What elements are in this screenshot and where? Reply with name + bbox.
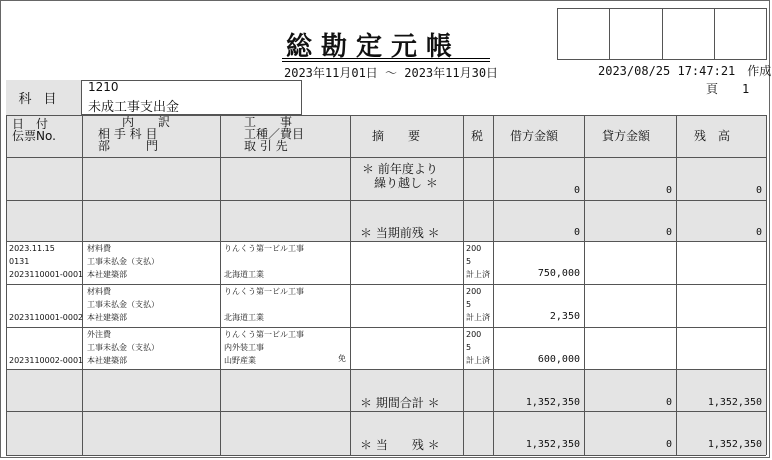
entry-exempt-mark: 免	[338, 354, 346, 363]
balance-amount: 0	[755, 185, 762, 196]
header-balance: 残 高	[694, 129, 731, 143]
page-number: 頁 1	[706, 82, 750, 96]
entry-account: 外注費 工事未払金（支払） 本社建築部	[87, 330, 159, 365]
table-rule	[6, 115, 7, 455]
entry-account: 材料費 工事未払金（支払） 本社建築部	[87, 287, 159, 322]
debit-amount: 1,352,350	[525, 397, 580, 408]
debit-amount: 1,352,350	[525, 439, 580, 450]
entry-account: 材料費 工事未払金（支払） 本社建築部	[87, 244, 159, 279]
entry-project: りんくう第一ビル工事 北海道工業	[224, 287, 304, 322]
debit-amount: 750,000	[537, 268, 580, 279]
carry-forward-label: ＊ 前年度より 繰り越し ＊	[362, 162, 438, 190]
header-project: 工 事 工種／費目 取 引 先	[244, 115, 305, 153]
title-underline	[282, 61, 490, 62]
entry-tax: 200 5 計上済	[466, 287, 490, 322]
entry-project: りんくう第一ビル工事 内外装工事 山野産業	[224, 330, 304, 365]
header-credit: 貸方金額	[602, 129, 651, 143]
balance-amount: 1,352,350	[707, 439, 762, 450]
credit-amount: 0	[665, 185, 672, 196]
stamp-box	[610, 9, 662, 59]
debit-amount: 2,350	[549, 311, 580, 322]
table-rule	[6, 157, 766, 158]
entry-date-voucher: 2023110002-0001	[9, 356, 84, 365]
table-rule	[6, 455, 766, 456]
ledger-title: 総勘定元帳	[286, 32, 462, 62]
table-rule	[220, 115, 221, 455]
entry-tax: 200 5 計上済	[466, 244, 490, 279]
stamp-box	[558, 9, 610, 59]
period-range: 2023年11月01日 ～ 2023年11月30日	[284, 66, 499, 80]
entry-tax: 200 5 計上済	[466, 330, 490, 365]
period-total-label: ＊ 期間合計 ＊	[360, 396, 440, 410]
debit-amount: 0	[573, 185, 580, 196]
balance-amount: 1,352,350	[707, 397, 762, 408]
approval-stamp-boxes	[557, 8, 767, 60]
account-code: 1210	[88, 80, 119, 94]
header-summary: 摘 要	[372, 129, 421, 143]
current-balance-label: ＊ 当 残 ＊	[360, 438, 440, 452]
debit-amount: 0	[573, 227, 580, 238]
entry-date-voucher: 2023110001-0002	[9, 313, 84, 322]
credit-amount: 0	[665, 397, 672, 408]
stamp-box	[663, 9, 715, 59]
title-underline	[282, 58, 490, 59]
table-rule	[6, 411, 766, 412]
header-tax: 税	[471, 129, 484, 143]
stamp-box	[715, 9, 766, 59]
table-rule	[350, 115, 351, 455]
table-rule	[6, 369, 766, 370]
entry-date-voucher: 2023.11.15 0131 2023110001-0001	[9, 244, 84, 279]
account-label: 科目	[6, 80, 82, 115]
header-debit: 借方金額	[510, 129, 559, 143]
header-breakdown: 内 訳 相 手 科 目 部 門	[98, 115, 171, 153]
created-timestamp: 2023/08/25 17:47:21 作成	[598, 64, 772, 78]
header-date: 日 付 伝票No.	[12, 117, 56, 143]
balance-amount: 0	[755, 227, 762, 238]
account-name: 未成工事支出金	[88, 100, 180, 115]
opening-balance-label: ＊ 当期前残 ＊	[360, 226, 440, 240]
credit-amount: 0	[665, 227, 672, 238]
table-rule	[766, 115, 767, 455]
debit-amount: 600,000	[537, 354, 580, 365]
table-rule	[6, 200, 766, 201]
table-rule	[463, 115, 464, 455]
entry-project: りんくう第一ビル工事 北海道工業	[224, 244, 304, 279]
credit-amount: 0	[665, 439, 672, 450]
